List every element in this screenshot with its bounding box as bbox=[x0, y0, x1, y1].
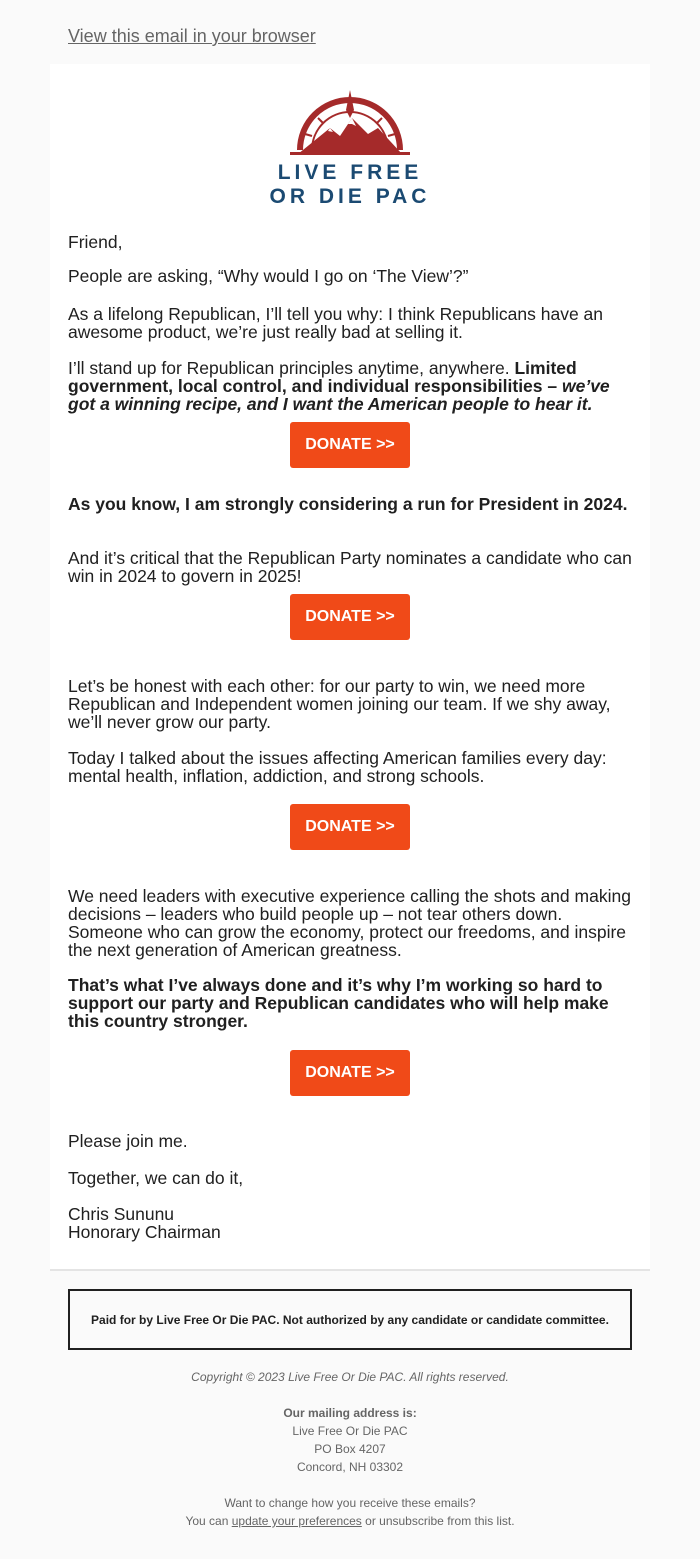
paragraph: Together, we can do it, bbox=[68, 1168, 244, 1188]
paragraph: Please join me. bbox=[68, 1131, 188, 1151]
logo-line-1: LIVE FREE bbox=[277, 161, 423, 184]
paragraph-closing-bold: That’s what I’ve always done and it’s why I’m working so hard to support our party and Republican candidates who will help make this country stronger. bbox=[68, 975, 609, 1031]
mountain-compass-icon bbox=[260, 88, 440, 158]
donate-button[interactable]: DONATE >> bbox=[290, 594, 410, 640]
address-line: Live Free Or Die PAC bbox=[292, 1424, 408, 1438]
principles-bold-italic: we’ve got a winning recipe, and I want the American people to hear it. bbox=[68, 376, 610, 414]
signature-name: Chris Sununu bbox=[68, 1204, 175, 1224]
donate-button[interactable]: DONATE >> bbox=[290, 804, 410, 850]
paragraph: And it’s critical that the Republican Party nominates a candidate who can win in 2024 to govern in 2025! bbox=[68, 548, 632, 586]
preferences-suffix: or unsubscribe from this list. bbox=[361, 1514, 515, 1528]
logo-line-2: OR DIE PAC bbox=[269, 185, 431, 208]
address-line: PO Box 4207 bbox=[314, 1442, 386, 1456]
copyright: Copyright © 2023 Live Free Or Die PAC. All rights reserved. bbox=[191, 1370, 509, 1384]
preferences-prefix: You can bbox=[185, 1514, 232, 1528]
paragraph: Let’s be honest with each other: for our party to win, we need more Republican and Independent women joining our team. If we shy away, we’ll never grow our party. bbox=[68, 676, 611, 732]
donate-button[interactable]: DONATE >> bbox=[290, 422, 410, 468]
paid-for-disclaimer: Paid for by Live Free Or Die PAC. Not authorized by any candidate or candidate committee. bbox=[68, 1289, 632, 1350]
preferences-line bbox=[0, 1512, 700, 1530]
principles-intro: I’ll stand up for Republican principles anytime, anywhere. bbox=[68, 358, 515, 378]
view-in-browser-link[interactable]: View this email in your browser bbox=[68, 26, 316, 46]
email-card bbox=[50, 64, 650, 1269]
paragraph-president: As you know, I am strongly considering a run for President in 2024. bbox=[68, 494, 628, 514]
address-line: Concord, NH 03302 bbox=[296, 1460, 404, 1474]
paragraph: We need leaders with executive experience calling the shots and making decisions – leaders who build people up – not tear others down. Someone who can grow the economy, protect our freedoms, and inspire the next generation of American greatness. bbox=[68, 886, 631, 960]
paragraph: People are asking, “Why would I go on ‘The View’?” bbox=[68, 266, 469, 286]
change-question: Want to change how you receive these emails? bbox=[224, 1496, 476, 1510]
mailing-heading: Our mailing address is: bbox=[283, 1406, 417, 1420]
donate-button[interactable]: DONATE >> bbox=[290, 1050, 410, 1096]
paragraph: Today I talked about the issues affecting American families every day: mental health, inflation, addiction, and strong schools. bbox=[68, 748, 607, 786]
card-divider bbox=[50, 1269, 650, 1271]
update-preferences-link[interactable]: update your preferences bbox=[231, 1514, 362, 1528]
principles-bold: Limited government, local control, and individual responsibilities – bbox=[68, 358, 577, 396]
signature-title: Honorary Chairman bbox=[68, 1222, 221, 1242]
logo bbox=[260, 88, 440, 208]
paragraph: As a lifelong Republican, I’ll tell you why: I think Republicans have an awesome product, we’re just really bad at selling it. bbox=[68, 304, 604, 342]
paragraph-principles bbox=[68, 359, 634, 413]
greeting: Friend, bbox=[68, 232, 123, 252]
